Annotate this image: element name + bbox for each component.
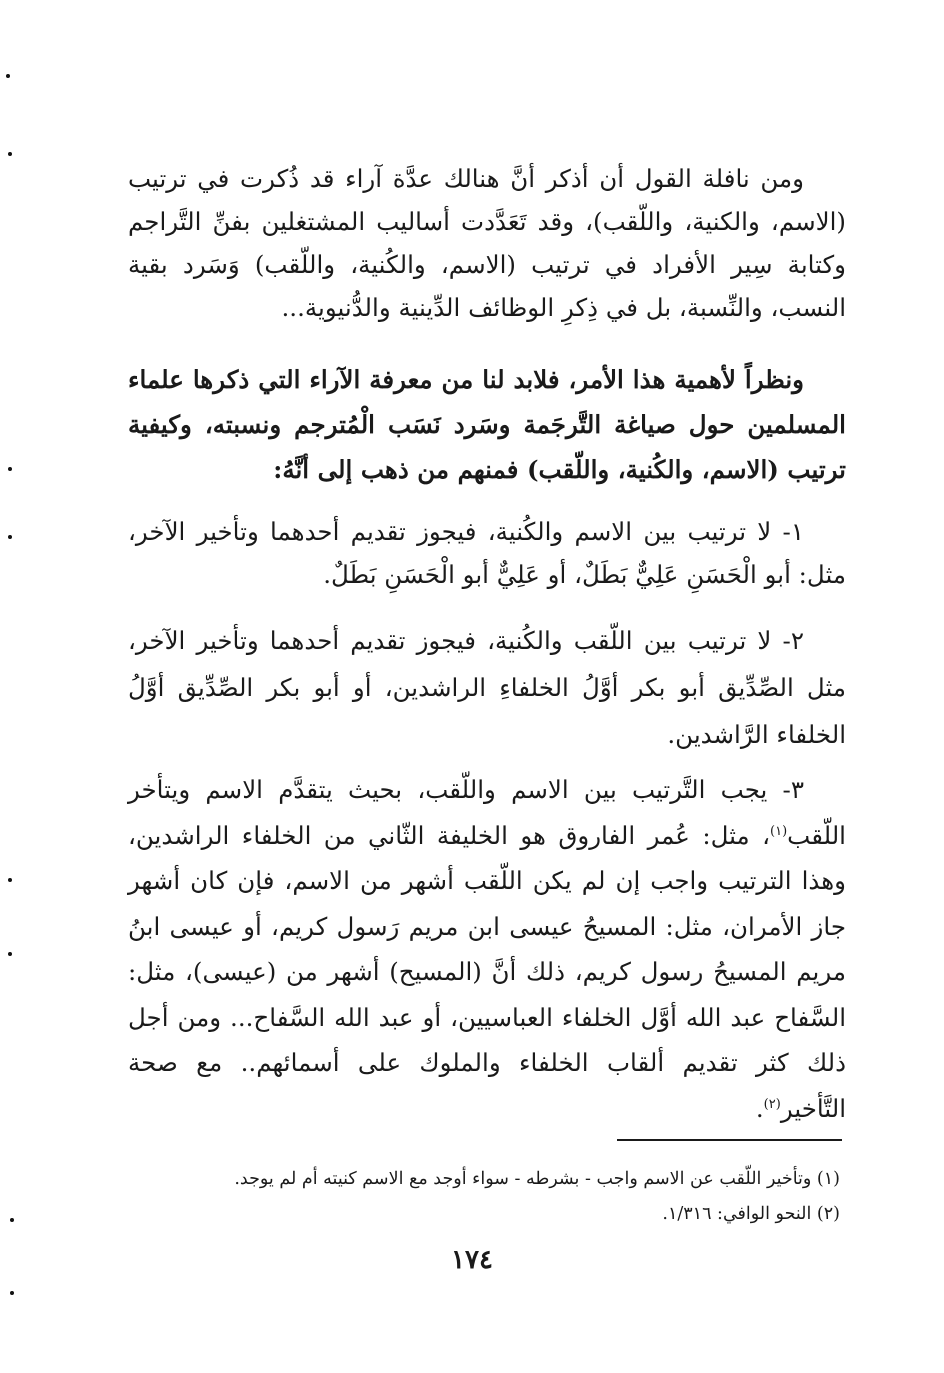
footnote-ref-1: (١) — [770, 823, 788, 839]
rule-three-text-end: . — [755, 1093, 764, 1123]
scan-speck — [8, 152, 12, 156]
main-paragraph-block — [128, 357, 846, 492]
scan-speck — [8, 535, 12, 539]
rule-three-text-start: ٣- يجب التَّرتيب بين الاسم واللّقب، بحيث يتقدَّم الاسم ويتأخر اللّقب — [128, 775, 846, 850]
rule-three-text-middle: ، مثل: عُمر الفاروق هو الخليفة الثّاني من الخلفاء الراشدين، وهذا الترتيب واجب إن لم يكن اللّقب أشهر من الاسم، فإن كان أشهر جاز الأمران، مثل: المسيحُ عيسى ابن مريم رَسول كريم، أو عيسى ابنُ مريم المسيحُ رسول كريم، ذلك أنَّ (المسيح) أشهر من (عيسى)، مثل: السَّفاح عبد الله أوَّل الخلفاء العباسيين، أو عبد الله السَّفاح... ومن أجل ذلك كثر تقديم ألقاب الخلفاء والملوك على أسمائهم.. مع صحة التَّأخير — [128, 820, 846, 1123]
footnote-1: (١) وتأخير اللّقب عن الاسم واجب - بشرطه - سواء أوجد مع الاسم كنيته أم لم يوجد. — [234, 1169, 840, 1189]
scan-speck — [6, 74, 10, 78]
rule-two-block — [128, 617, 846, 758]
rule-one-block — [128, 510, 846, 596]
rule-two-paragraph: ٢- لا ترتيب بين اللّقب والكُنية، فيجوز تقديم أحدهما وتأخير الآخر، مثل الصِّدِّيق أبو بكر أوَّلُ الخلفاءِ الراشدين، أو أبو بكر الصِّدِّيق أوَّلُ الخلفاء الرَّاشدين. — [128, 626, 846, 749]
footnote-separator — [617, 1139, 842, 1141]
page-number: ١٧٤ — [451, 1245, 493, 1275]
rule-one-paragraph: ١- لا ترتيب بين الاسم والكُنية، فيجوز تقديم أحدهما وتأخير الآخر، مثل: أبو الْحَسَنِ عَلِيٌّ بَطَلٌ، أو عَلِيٌّ أبو الْحَسَنِ بَطَلٌ. — [128, 517, 846, 589]
intro-paragraph: ومن نافلة القول أن أذكر أنَّ هنالك عدَّة آراء قد ذُكرت في ترتيب (الاسم، والكنية، واللّقب)، وقد تَعَدَّدت أساليب المشتغلين بفنِّ التَّراجم وكتابة سِير الأفراد في ترتيب (الاسم، والكُنية، واللّقب) وَسَرد بقية النسب، والنِّسبة، بل في ذِكرِ الوظائف الدِّينية والدُّنيوية... — [128, 164, 846, 322]
scan-speck — [10, 1291, 14, 1295]
footnote-ref-2: (٢) — [763, 1096, 781, 1112]
intro-paragraph-block — [128, 157, 846, 329]
scan-speck — [8, 878, 12, 882]
rule-three-paragraph — [128, 767, 846, 1131]
main-bold-paragraph: ونظراً لأهمية هذا الأمر، فلابد لنا من معرفة الآراء التي ذكرها علماء المسلمين حول صياغة التَّرجَمة وسَرد نَسَب الْمُترجم ونسبته، وكيفية ترتيب (الاسم، والكُنية، واللّقب) فمنهم من ذهب إلى أنَّهُ: — [128, 365, 846, 484]
scan-speck — [8, 467, 12, 471]
footnotes — [140, 1162, 840, 1232]
rule-three-block — [128, 767, 846, 1131]
scan-speck — [8, 952, 12, 956]
footnote-2: (٢) النحو الوافي: ١/٣١٦. — [662, 1204, 840, 1224]
scan-speck — [10, 1218, 14, 1222]
